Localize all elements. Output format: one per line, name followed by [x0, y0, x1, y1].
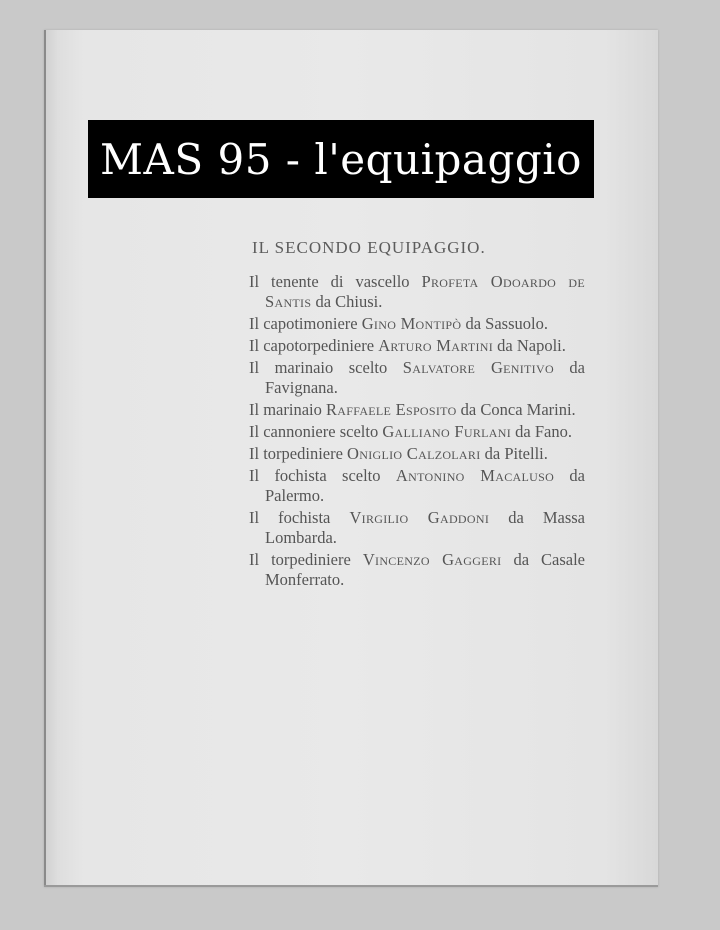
title-text: MAS 95 - l'equipaggio — [100, 134, 582, 184]
crew-name: Gino Montipò — [361, 314, 462, 333]
crew-name: Raffaele Esposito — [325, 400, 457, 419]
crew-name: Profeta Odoardo de Santis — [265, 272, 585, 311]
crew-entry: Il capotimoniere Gino Montipò da Sassuolo. — [249, 314, 548, 333]
crew-entry: Il cannoniere scelto Galliano Furlani da Fano. — [249, 422, 572, 441]
crew-name: Oniglio Calzolari — [347, 444, 481, 463]
crew-entry: Il fochista scelto Antonino Macaluso da Palermo. — [249, 466, 585, 505]
crew-name: Virgilio Gaddoni — [349, 508, 490, 527]
section-heading: IL SECONDO EQUIPAGGIO. — [252, 238, 486, 257]
crew-entry: Il capotorpediniere Arturo Martini da Napoli. — [249, 336, 566, 355]
crew-list — [249, 238, 585, 592]
crew-entry: Il torpediniere Oniglio Calzolari da Pitelli. — [249, 444, 548, 463]
crew-name: Antonino Macaluso — [395, 466, 555, 485]
crew-name: Galliano Furlani — [382, 422, 511, 441]
crew-entry: Il torpediniere Vincenzo Gaggeri da Casale Monferrato. — [249, 550, 585, 589]
crew-entry: Il fochista Virgilio Gaddoni da Massa Lombarda. — [249, 508, 586, 547]
crew-name: Vincenzo Gaggeri — [362, 550, 502, 569]
crew-entry: Il tenente di vascello Profeta Odoardo de Santis da Chiusi. — [249, 272, 585, 311]
title-banner — [88, 120, 594, 198]
crew-entry: Il marinaio scelto Salvatore Genitivo da Favignana. — [249, 358, 585, 397]
crew-name: Arturo Martini — [378, 336, 494, 355]
crew-entry: Il marinaio Raffaele Esposito da Conca Marini. — [249, 400, 576, 419]
crew-name: Salvatore Genitivo — [402, 358, 554, 377]
